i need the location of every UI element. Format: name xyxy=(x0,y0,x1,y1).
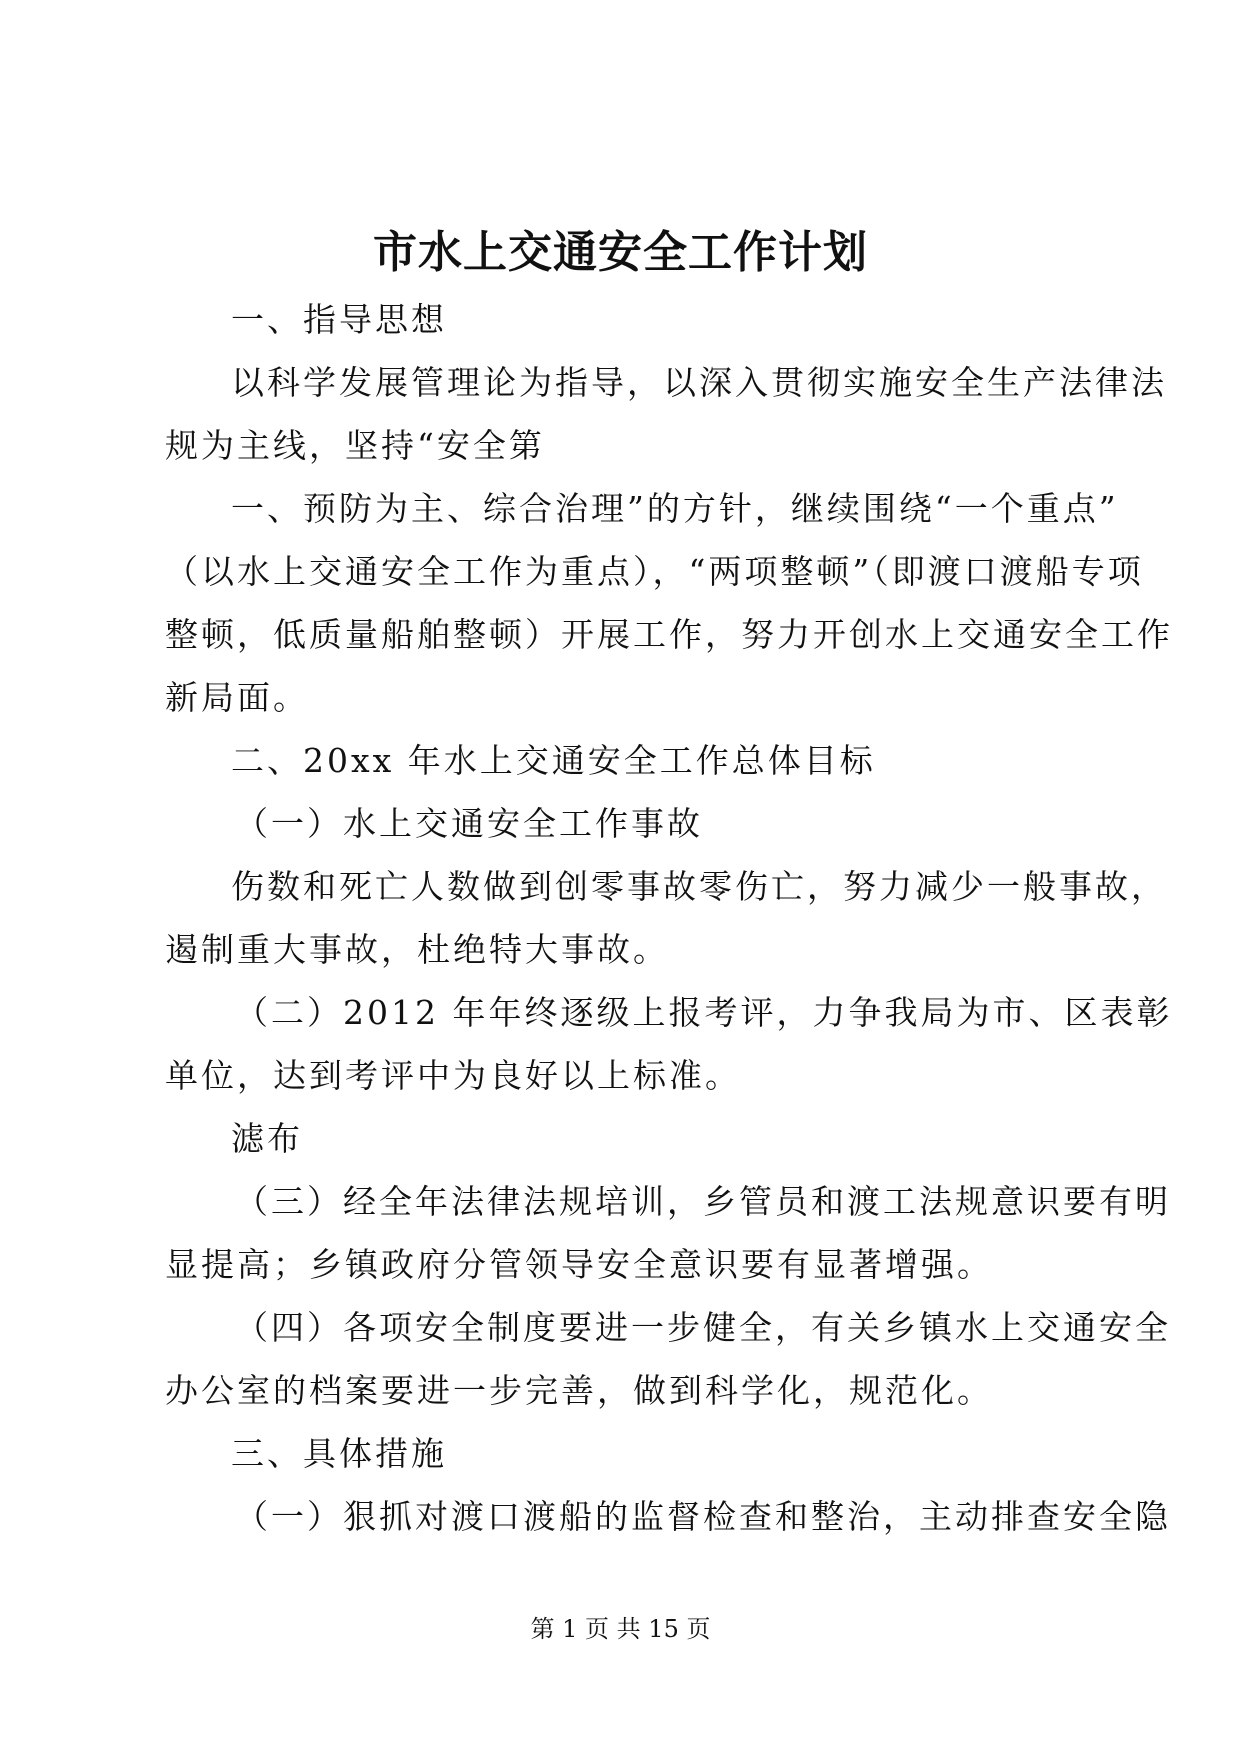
paragraph-line: 显提高；乡镇政府分管领导安全意识要有显著增强。 xyxy=(165,1245,993,1284)
section-heading: 三、具体措施 xyxy=(231,1434,447,1473)
paragraph-line: 单位，达到考评中为良好以上标准。 xyxy=(165,1056,741,1095)
paragraph-line: （四）各项安全制度要进一步健全，有关乡镇水上交通安全 xyxy=(235,1308,1171,1347)
paragraph-line: 一、预防为主、综合治理”的方针，继续围绕“一个重点” xyxy=(231,489,1119,528)
paragraph-line: 办公室的档案要进一步完善，做到科学化，规范化。 xyxy=(165,1371,993,1410)
paragraph-line: （二）2012 年年终逐级上报考评，力争我局为市、区表彰 xyxy=(235,993,1173,1032)
paragraph-line: （三）经全年法律法规培训，乡管员和渡工法规意识要有明 xyxy=(235,1182,1171,1221)
document-title: 市水上交通安全工作计划 xyxy=(373,227,868,278)
paragraph-line: 以科学发展管理论为指导，以深入贯彻实施安全生产法律法 xyxy=(231,363,1167,402)
paragraph-line: （以水上交通安全工作为重点），“两项整顿”（即渡口渡船专项 xyxy=(165,552,1144,591)
page-number-footer: 第 1 页 共 15 页 xyxy=(530,1615,711,1643)
section-heading: 二、20xx 年水上交通安全工作总体目标 xyxy=(231,741,876,780)
paragraph-line: 滤布 xyxy=(231,1119,303,1158)
paragraph-line: 遏制重大事故，杜绝特大事故。 xyxy=(165,930,669,969)
paragraph-line: 规为主线，坚持“安全第 xyxy=(165,426,545,465)
paragraph-line: （一）狠抓对渡口渡船的监督检查和整治，主动排查安全隐 xyxy=(235,1497,1171,1536)
paragraph-line: 新局面。 xyxy=(165,678,309,717)
document-body xyxy=(165,288,1173,1548)
paragraph-line: 整顿，低质量船舶整顿）开展工作，努力开创水上交通安全工作 xyxy=(165,615,1173,654)
subsection-heading: （一）水上交通安全工作事故 xyxy=(235,804,703,843)
paragraph-line: 伤数和死亡人数做到创零事故零伤亡，努力减少一般事故， xyxy=(231,867,1167,906)
section-heading: 一、指导思想 xyxy=(231,300,447,339)
